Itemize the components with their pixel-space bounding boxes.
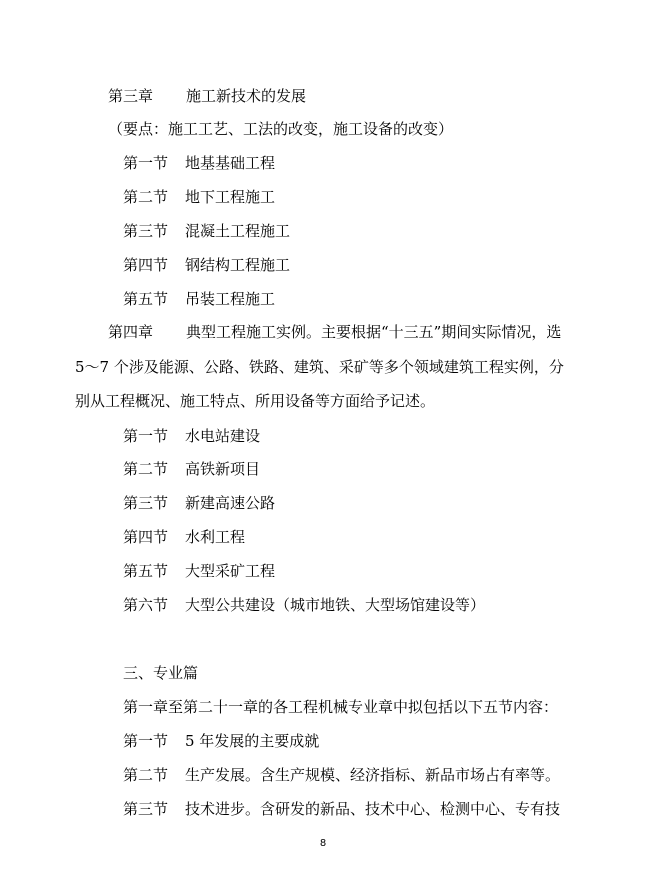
chapter4-intro-line-2: 5～7 个涉及能源、公路、铁路、建筑、采矿等多个领域建筑工程实例，分: [75, 358, 564, 376]
chapter4-intro-line-3: 别从工程概况、施工特点、所用设备等方面给予记述。: [75, 392, 436, 410]
section-label: 第三节: [123, 222, 169, 240]
section-title: 生产发展。含生产规模、经济指标、新品市场占有率等。: [185, 766, 561, 784]
section-label: 第六节: [123, 596, 169, 614]
chapter4-section-3: [123, 493, 275, 513]
section-title: 大型采矿工程: [185, 562, 276, 580]
section-title: 大型公共建设（城市地铁、大型场馆建设等）: [185, 596, 486, 614]
part3-section-1: [123, 731, 319, 751]
section-title: 5 年发展的主要成就: [185, 732, 320, 750]
section-title: 水利工程: [185, 528, 246, 546]
section-label: 第五节: [123, 290, 169, 308]
chapter3-section-4: [123, 255, 290, 275]
chapter4-intro-line-1: 典型工程施工实例。主要根据“十三五”期间实际情况，选: [186, 323, 562, 341]
section-label: 第二节: [123, 766, 169, 784]
chapter4-label: 第四章: [108, 323, 154, 341]
chapter4-section-4: [123, 527, 245, 547]
section-title: 吊装工程施工: [185, 290, 276, 308]
chapter3-heading: [108, 86, 306, 106]
chapter3-section-2: [123, 187, 275, 207]
section-label: 第一节: [123, 732, 169, 750]
chapter4-section-2: [123, 459, 260, 479]
page-number: 8: [319, 838, 327, 849]
section-label: 第二节: [123, 188, 169, 206]
chapter3-note: （要点：施工工艺、工法的改变，施工设备的改变）: [108, 120, 454, 138]
chapter3-section-3: [123, 221, 290, 241]
part3-heading: 三、专业篇: [123, 664, 199, 682]
part3-intro: 第一章至第二十一章的各工程机械专业章中拟包括以下五节内容：: [123, 698, 559, 716]
section-title: 技术进步。含研发的新品、技术中心、检测中心、专有技: [185, 800, 561, 818]
section-title: 混凝土工程施工: [185, 222, 291, 240]
section-label: 第四节: [123, 256, 169, 274]
chapter4-section-1: [123, 426, 260, 446]
section-label: 第五节: [123, 562, 169, 580]
section-title: 钢结构工程施工: [185, 256, 291, 274]
section-label: 第一节: [123, 154, 169, 172]
chapter3-section-1: [123, 153, 275, 173]
chapter4-heading: [108, 322, 561, 342]
section-title: 高铁新项目: [185, 460, 261, 478]
section-title: 地下工程施工: [185, 188, 276, 206]
section-label: 第二节: [123, 460, 169, 478]
section-label: 第三节: [123, 494, 169, 512]
section-title: 水电站建设: [185, 427, 261, 445]
chapter3-section-5: [123, 289, 275, 309]
chapter4-section-6: [123, 595, 485, 615]
chapter3-label: 第三章: [108, 87, 154, 105]
section-title: 地基基础工程: [185, 154, 276, 172]
section-label: 第一节: [123, 427, 169, 445]
section-label: 第四节: [123, 528, 169, 546]
section-title: 新建高速公路: [185, 494, 276, 512]
part3-section-2: [123, 765, 560, 785]
chapter4-section-5: [123, 561, 275, 581]
part3-section-3: [123, 799, 560, 819]
chapter3-title: 施工新技术的发展: [186, 87, 307, 105]
section-label: 第三节: [123, 800, 169, 818]
